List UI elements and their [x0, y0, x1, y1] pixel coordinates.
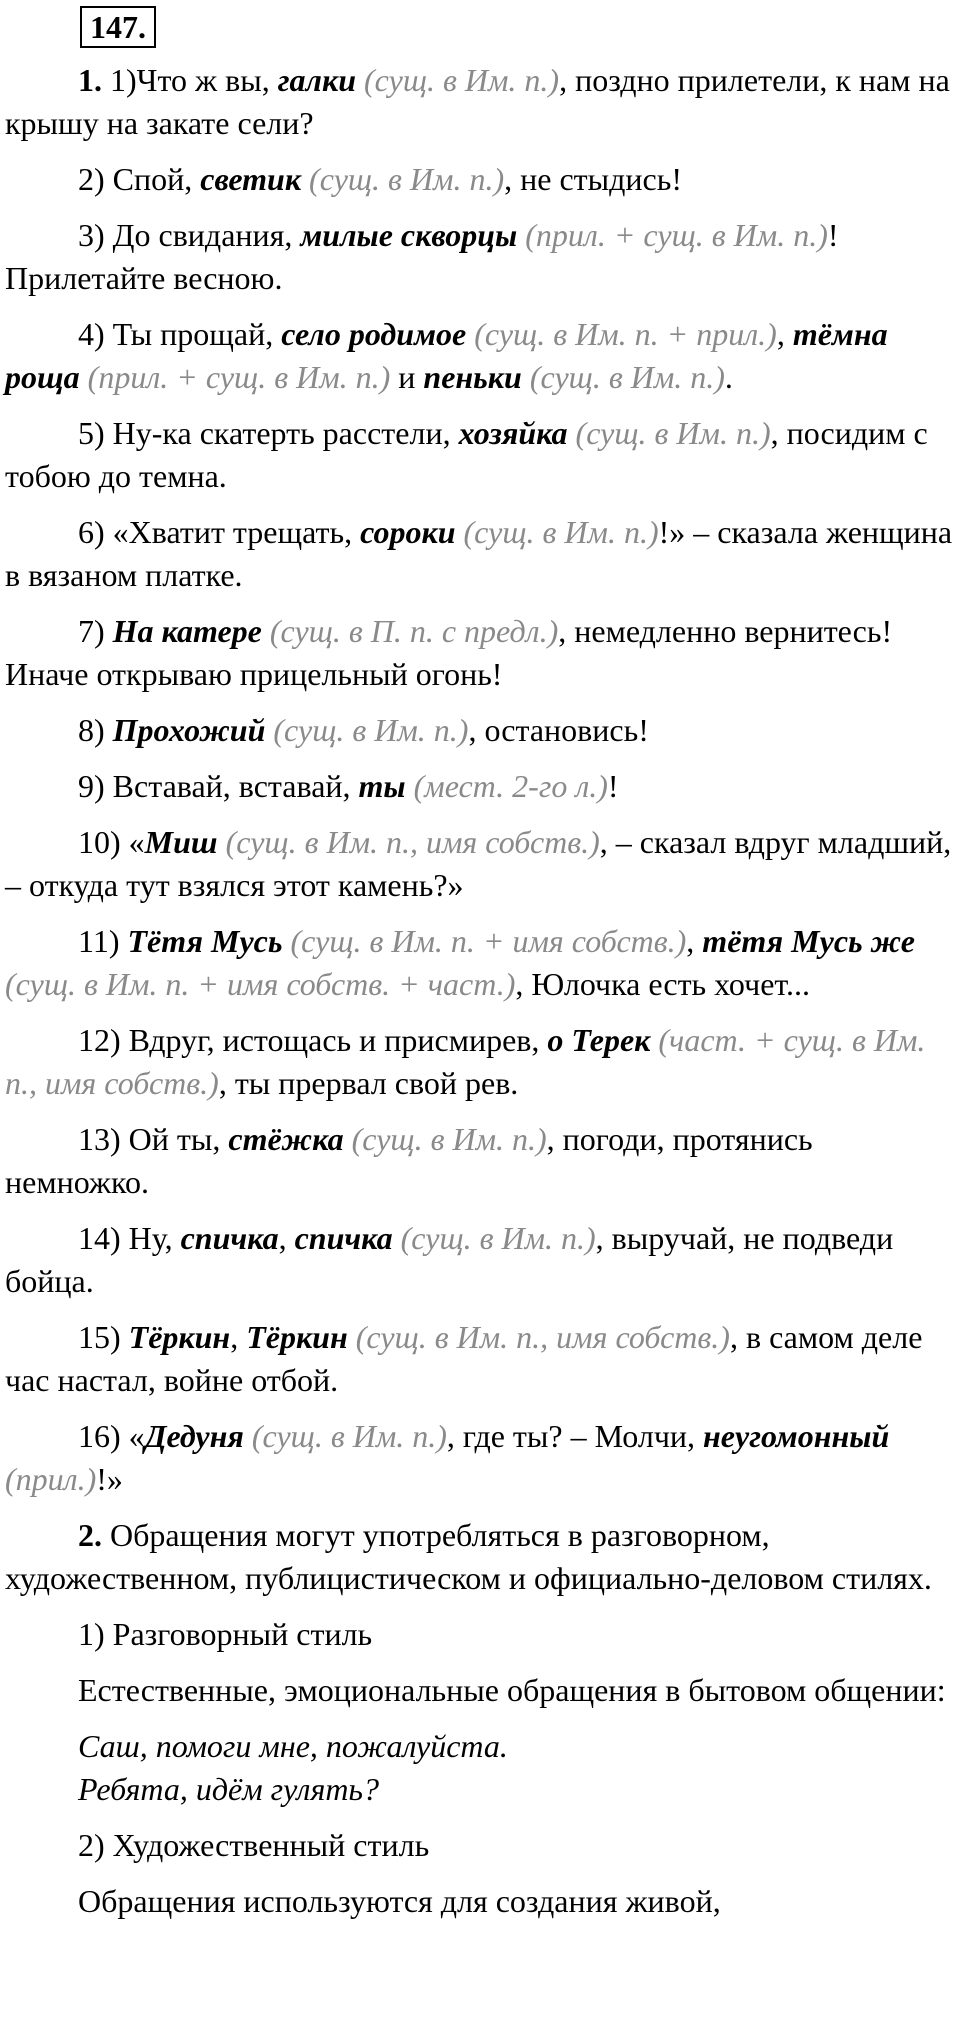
grammar-note: (сущ. в Им. п.) [463, 514, 659, 550]
address-word: Миш [144, 824, 218, 860]
exercise-header [5, 6, 955, 49]
address-word: Дедуня [144, 1418, 244, 1454]
grammar-note: (сущ. в Им. п.) [351, 1121, 547, 1157]
grammar-note: (сущ. в Им. п. + имя собств. + част.) [5, 966, 516, 1002]
sentence-5: 5) Ну-ка скатерть расстели, хозяйка (сущ. в Им. п.), посидим с тобою до темна. [5, 415, 928, 494]
address-word: светик [200, 161, 302, 197]
sentence-2: 2) Спой, светик (сущ. в Им. п.), не стыдись! [78, 161, 682, 197]
grammar-note: (сущ. в Им. п., имя собств.) [355, 1319, 730, 1355]
address-word: галки [277, 62, 356, 98]
address-word: село родимое [281, 316, 467, 352]
sentence-4: 4) Ты прощай, село родимое (сущ. в Им. п. + прил.), тёмна роща (прил. + сущ. в Им. п.) и пеньки (сущ. в Им. п.). [5, 316, 888, 395]
sentence-1: 1. 1)Что ж вы, галки (сущ. в Им. п.), поздно прилетели, к нам на крышу на закате сели? [5, 62, 950, 141]
address-word: спичка [180, 1220, 279, 1256]
example-1: Саш, помоги мне, пожалуйста. [78, 1728, 508, 1764]
grammar-note: (сущ. в Им. п.) [575, 415, 771, 451]
grammar-note: (част. + сущ. в Им. п., имя собств.) [5, 1022, 926, 1101]
grammar-note: (сущ. в Им. п. + прил.) [474, 316, 777, 352]
style2-description: Обращения используются для создания живой, [78, 1883, 721, 1919]
address-word: милые скворцы [300, 217, 518, 253]
sentence-14: 14) Ну, спичка, спичка (сущ. в Им. п.), выручай, не подведи бойца. [5, 1220, 894, 1299]
sentence-16: 16) «Дедуня (сущ. в Им. п.), где ты? – Молчи, неугомонный (прил.)!» [5, 1418, 890, 1497]
address-word: спичка [294, 1220, 393, 1256]
address-word: пеньки [423, 359, 522, 395]
style2-heading: 2) Художественный стиль [78, 1827, 430, 1863]
exercise-number: 147. [80, 6, 156, 48]
address-word: Прохожий [112, 712, 266, 748]
part1-number: 1. [78, 62, 102, 98]
address-word: Тёркин [246, 1319, 348, 1355]
sentence-9: 9) Вставай, вставай, ты (мест. 2-го л.)! [78, 768, 619, 804]
address-word: Тётя Мусь [127, 923, 283, 959]
grammar-note: (сущ. в Им. п. + имя собств.) [290, 923, 687, 959]
address-word: тётя Мусь же [702, 923, 915, 959]
address-word: стёжка [228, 1121, 344, 1157]
grammar-note: (прил.) [5, 1461, 97, 1497]
address-word: о Терек [547, 1022, 651, 1058]
address-word: тёмна роща [5, 316, 888, 395]
sentence-10: 10) «Миш (сущ. в Им. п., имя собств.), – сказал вдруг младший, – откуда тут взялся этот камень?» [5, 824, 952, 903]
address-word: сороки [360, 514, 456, 550]
sentence-7: 7) На катере (сущ. в П. п. с предл.), немедленно вернитесь! Иначе открываю прицельный огонь! [5, 613, 893, 692]
sentence-15: 15) Тёркин, Тёркин (сущ. в Им. п., имя собств.), в самом деле час настал, войне отбой. [5, 1319, 923, 1398]
part2-number: 2. [78, 1517, 102, 1553]
address-word: Тёркин [128, 1319, 231, 1355]
grammar-note: (сущ. в Им. п.) [400, 1220, 596, 1256]
part2-intro: 2. Обращения могут употребляться в разговорном, художественном, публицистическом и официально-деловом стилях. [5, 1517, 932, 1596]
grammar-note: (сущ. в Им. п.) [273, 712, 469, 748]
grammar-note: (сущ. в Им. п.) [363, 62, 560, 98]
address-word: ты [358, 768, 406, 804]
grammar-note: (сущ. в Им. п.) [251, 1418, 447, 1454]
address-word: неугомонный [703, 1418, 890, 1454]
address-word: хозяйка [458, 415, 568, 451]
sentence-12: 12) Вдруг, истощась и присмирев, о Терек (част. + сущ. в Им. п., имя собств.), ты прервал свой рев. [5, 1022, 926, 1101]
grammar-note: (мест. 2-го л.) [413, 768, 608, 804]
grammar-note: (прил. + сущ. в Им. п.) [525, 217, 828, 253]
grammar-note: (сущ. в Им. п.) [529, 359, 725, 395]
sentence-13: 13) Ой ты, стёжка (сущ. в Им. п.), погоди, протянись немножко. [5, 1121, 813, 1200]
sentence-num: 1) [110, 62, 137, 98]
grammar-note: (сущ. в Им. п., имя собств.) [225, 824, 600, 860]
sentence-11: 11) Тётя Мусь (сущ. в Им. п. + имя собств.), тётя Мусь же (сущ. в Им. п. + имя собств. + част.), Юлочка есть хочет... [5, 923, 915, 1002]
sentence-3: 3) До свидания, милые скворцы (прил. + сущ. в Им. п.)! Прилетайте весною. [5, 217, 839, 296]
grammar-note: (сущ. в П. п. с предл.) [269, 613, 559, 649]
sentence-8: 8) Прохожий (сущ. в Им. п.), остановись! [78, 712, 649, 748]
sentence-6: 6) «Хватит трещать, сороки (сущ. в Им. п.)!» – сказала женщина в вязаном платке. [5, 514, 953, 593]
style1-heading: 1) Разговорный стиль [78, 1616, 373, 1652]
address-word: На катере [112, 613, 262, 649]
style1-description: Естественные, эмоциональные обращения в бытовом общении: [78, 1672, 946, 1708]
example-2: Ребята, идём гулять? [78, 1771, 379, 1807]
grammar-note: (прил. + сущ. в Им. п.) [87, 359, 391, 395]
grammar-note: (сущ. в Им. п.) [309, 161, 505, 197]
